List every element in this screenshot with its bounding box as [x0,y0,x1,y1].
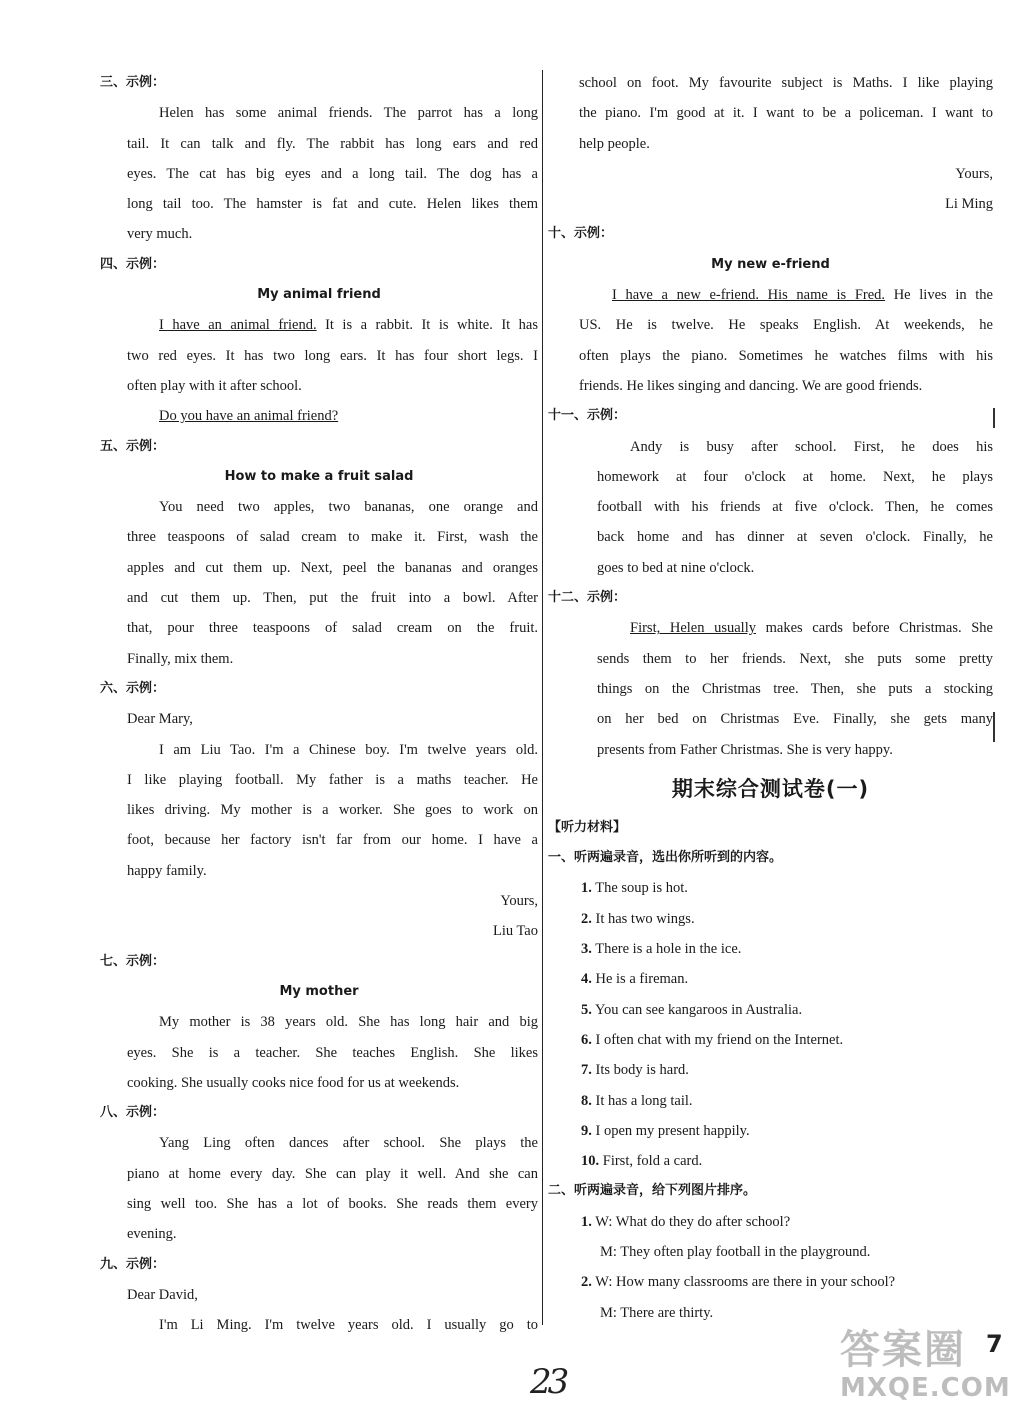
section-heading: 十一、示例： [548,408,627,424]
left-column [100,68,538,1340]
text-line: goes to bed at nine o'clock. [597,559,755,576]
text-line: You need two apples, two bananas, one orange and [159,499,538,516]
watermark [840,1326,1011,1406]
letter-greeting: Dear David, [127,1286,198,1303]
text-line: very much. [127,226,193,243]
item-number: 2. [581,1274,592,1291]
question-heading: 二、听两遍录音，给下列图片排序。 [548,1183,757,1199]
question-item [548,1025,993,1055]
dialogue-text: W: How many classrooms are there in your school? [595,1274,896,1291]
question-item [548,1146,993,1176]
section-heading: 八、示例： [100,1105,166,1121]
section-heading: 三、示例： [100,75,166,90]
text-line: eyes. The cat has big eyes and a long tail. The dog has a [127,165,538,182]
question-item [548,964,993,994]
text-line: help people. [579,135,650,152]
item-text: I open my present happily. [595,1122,750,1139]
text-line: on her bed on Christmas Eve. Finally, she gets many [597,711,993,728]
text-line: Helen has some animal friends. The parrot has a long [159,105,538,122]
essay-title: My new e-friend [711,256,830,272]
underlined-phrase: First, Helen usually [630,620,756,637]
item-number: 5. [581,1001,592,1018]
text-line: cooking. She usually cooks nice food for us at weekends. [127,1074,460,1091]
text-line: foot, because her factory isn't far from our home. I have a [127,832,538,849]
item-text: I often chat with my friend on the Internet. [595,1031,844,1048]
edge-digit: 7 [986,1330,1003,1358]
text-line: Andy is busy after school. First, he does his [630,438,993,455]
section-heading: 九、示例： [100,1256,166,1272]
letter-signature: Li Ming [945,196,993,213]
question-list [548,873,993,1176]
right-column [548,68,993,1328]
text-line: three teaspoons of salad cream to make it. First, wash the [127,529,538,546]
item-text: You can see kangaroos in Australia. [594,1001,803,1018]
text-line: sing well too. She has a lot of books. She reads them every [127,1195,538,1212]
question-item [548,934,993,964]
item-number: 8. [581,1092,592,1109]
item-number: 1. [581,1213,592,1230]
text-line: school on foot. My favourite subject is Maths. I like playing [579,75,993,91]
section-heading: 四、示例： [100,256,166,272]
question-item [548,1055,993,1085]
watermark-text: 答案圈 [840,1327,966,1373]
question-heading: 一、听两遍录音，选出你所听到的内容。 [548,850,783,866]
text-line [100,401,538,431]
text-line: US. He is twelve. He speaks English. At weekends, he [579,317,993,334]
text-line: Finally, mix them. [127,650,234,667]
text-line: homework at four o'clock at home. Next, he plays [597,468,993,485]
underlined-phrase: I have a new e-friend. His name is Fred. [612,287,886,304]
section-heading: 十二、示例： [548,590,627,606]
letter-signature: Liu Tao [492,923,538,940]
section-heading: 七、示例： [100,953,166,969]
text-line: I like playing football. My father is a maths teacher. He [127,771,538,788]
text-line: and cut them up. Then, put the fruit into a bowl. After [127,590,538,607]
text-line: Yang Ling often dances after school. She plays the [159,1135,538,1152]
section-heading: 十、示例： [548,226,614,242]
column-divider [542,70,543,1325]
text-line: apples and cut them up. Next, peel the bananas and oranges [127,559,538,576]
question-item [548,995,993,1025]
dialogue-text: W: What do they do after school? [595,1213,791,1230]
item-text: It has a long tail. [595,1092,693,1109]
text-line [548,280,993,310]
question-item [548,873,993,903]
text-line: often plays the piano. Sometimes he watches films with his [579,347,993,364]
text-line: friends. He likes singing and dancing. We are good friends. [579,377,923,394]
text-line [548,613,993,643]
item-number: 6. [581,1031,592,1048]
text-line: often play with it after school. [127,377,302,394]
dialogue-line: M: There are thirty. [600,1304,714,1321]
listening-label: 【听力材料】 [548,819,627,835]
item-text: First, fold a card. [602,1153,703,1170]
item-text: The soup is hot. [595,880,688,897]
item-number: 7. [581,1062,592,1079]
section-heading: 六、示例： [100,680,166,696]
text-line: I am Liu Tao. I'm a Chinese boy. I'm twelve years old. [159,741,538,758]
item-number: 3. [581,941,592,958]
text-line [100,310,538,340]
text-line: I'm Li Ming. I'm twelve years old. I usually go to [159,1317,538,1334]
text-line: presents from Father Christmas. She is very happy. [597,741,893,758]
item-text: Its body is hard. [595,1062,689,1079]
essay-title: My animal friend [257,287,381,303]
text-line: sends them to her friends. Next, she puts some pretty [597,650,993,667]
text-span: makes cards before Christmas. She [755,620,993,637]
question-item [548,1116,993,1146]
essay-title: How to make a fruit salad [224,468,414,484]
text-line: piano at home every day. She can play it well. And she can [127,1165,538,1182]
text-line: evening. [127,1226,177,1243]
text-line: that, pour three teaspoons of salad cream on the fruit. [127,620,538,637]
text-line: eyes. She is a teacher. She teaches English. She likes [127,1044,538,1061]
letter-closing: Yours, [955,165,993,182]
text-line: back home and has dinner at seven o'clock. Finally, he [597,529,993,546]
text-line: the piano. I'm good at it. I want to be a policeman. I want to [579,105,993,122]
underlined-phrase: Do you have an animal friend? [159,408,339,425]
letter-greeting: Dear Mary, [127,711,193,728]
text-line: football with his friends at five o'clock. Then, he comes [597,499,993,516]
item-text: He is a fireman. [595,971,689,988]
text-line: likes driving. My mother is a worker. She goes to work on [127,802,538,819]
item-text: There is a hole in the ice. [595,941,742,958]
question-item [548,1086,993,1116]
text-line: things on the Christmas tree. Then, she puts a stocking [597,680,993,697]
text-line: two red eyes. It has two long ears. It has four short legs. I [127,347,538,364]
question-item [548,904,993,934]
margin-mark [993,408,995,428]
text-span: It is a rabbit. It is white. It has [316,317,538,334]
section-heading: 五、示例： [100,438,166,454]
dialogue-line [548,1267,993,1297]
item-number: 9. [581,1122,592,1139]
text-line: My mother is 38 years old. She has long hair and big [159,1014,538,1031]
underlined-phrase: I have an animal friend. [159,317,317,334]
text-span: He lives in the [885,287,993,304]
item-number: 10. [581,1153,600,1170]
text-line: long tail too. The hamster is fat and cute. Helen likes them [127,196,538,213]
exam-title: 期末综合测试卷(一) [671,776,870,801]
item-text: It has two wings. [595,910,695,927]
letter-closing: Yours, [500,893,538,910]
item-number: 1. [581,880,592,897]
watermark-domain: MXQE.COM [840,1373,1011,1403]
text-line: happy family. [127,862,207,879]
margin-mark [993,712,995,742]
dialogue-line: M: They often play football in the playground. [600,1243,871,1260]
item-number: 2. [581,910,592,927]
essay-title: My mother [279,983,359,999]
handwritten-page-number: 23 [530,1362,566,1402]
item-number: 4. [581,971,592,988]
text-line: tail. It can talk and fly. The rabbit has long ears and red [127,135,538,152]
dialogue-line [548,1207,993,1237]
